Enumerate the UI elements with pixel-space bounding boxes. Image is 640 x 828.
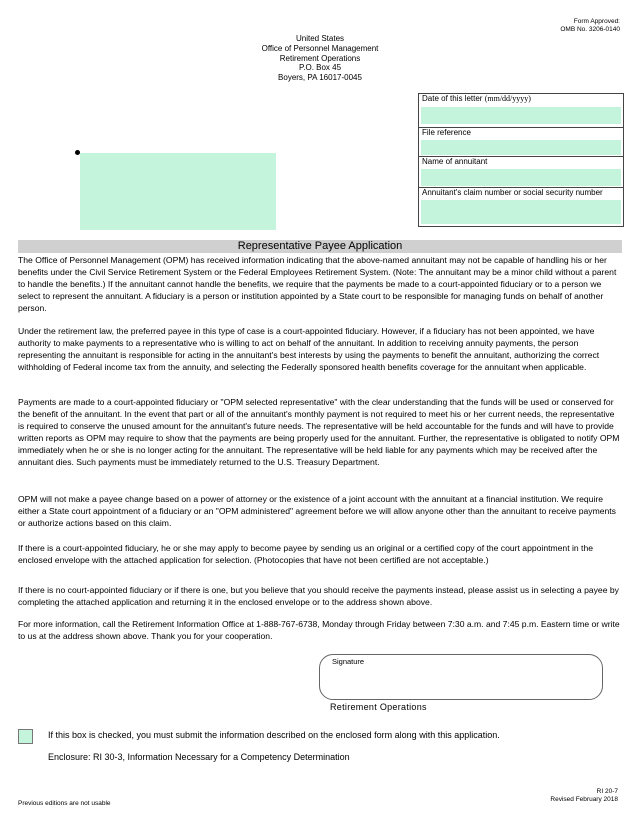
annuitant-name-label: Name of annuitant bbox=[422, 157, 488, 166]
paragraph-7: For more information, call the Retirement Information Office at 1-888-767-6738, Monday through Friday between 7:30 a.m. and 7:45 p.m. Eastern time or write to us at the address shown above. Thank you for your cooperation. bbox=[18, 619, 620, 641]
file-reference-row bbox=[419, 128, 623, 156]
enclosure-text: Enclosure: RI 30-3, Information Necessary for a Competency Determination bbox=[48, 752, 350, 762]
annuitant-name-row bbox=[419, 157, 623, 187]
omb-approval bbox=[560, 18, 620, 34]
form-number: RI 20-7 bbox=[596, 788, 618, 795]
paragraph-4: OPM will not make a payee change based on a power of attorney or the existence of a joint account with the annuitant at a financial institution. We require either a State court appointment of a fiduciary or an "OPM administered" agreement before we will allow anyone other than the annuitant to receive payments or authorize actions based on this claim. bbox=[18, 494, 616, 528]
claim-number-label: Annuitant's claim number or social security number bbox=[422, 188, 603, 197]
info-box bbox=[418, 93, 624, 227]
paragraph-3: Payments are made to a court-appointed fiduciary or "OPM selected representative" with the clear understanding that the funds will be used or conserved for the benefit of the annuitant. In the event that part or all of the annuitant's monthly payment is not required to meet his or her current needs, the representative is required to conserve the unused amount for the annuitant's future needs. The representative will be held accountable for the funds and will have to provide written reports as OPM may require to show that the payments are being properly used for the annuitant. Further, the representative is obligated to notify OPM immediately when he or she is no longer acting for the annuitant. The representative will be held liable for any payments which may be received after the annuitant dies. Such payments must be immediately returned to the U.S. Treasury Department. bbox=[18, 397, 620, 467]
opm-address bbox=[200, 34, 440, 83]
checkbox-instruction: If this box is checked, you must submit the information described on the enclosed form along with this application. bbox=[48, 730, 500, 740]
paragraph-2: Under the retirement law, the preferred payee in this type of case is a court-appointed fiduciary. However, if a fiduciary has not been appointed, we have authority to make payments to a representative who is willing to act on behalf of the annuitant. In addition to receiving annuity payments, the person representing the annuitant is responsible for acting in the annuitant's best interests by using the payments to benefit the annuitant, authorizing the correct withholding of Federal income tax from the annuity, and selecting the Federally sponsored health benefits coverage for the annuitant when applicable. bbox=[18, 326, 600, 372]
paragraph-5: If there is a court-appointed fiduciary, he or she may apply to become payee by sending us an original or a certified copy of the court appointment in the enclosed envelope with the attached application for selection. (Photocopies that have not been certified are not acceptable.) bbox=[18, 543, 594, 565]
previous-editions-note: Previous editions are not usable bbox=[18, 800, 111, 807]
page-title: Representative Payee Application bbox=[18, 240, 622, 253]
address-line: P.O. Box 45 bbox=[298, 63, 342, 73]
signature-field[interactable] bbox=[319, 654, 603, 700]
address-line: Boyers, PA 16017-0045 bbox=[278, 73, 362, 83]
annuitant-name-input[interactable] bbox=[421, 169, 621, 186]
competency-checkbox[interactable] bbox=[18, 729, 33, 744]
file-reference-label: File reference bbox=[422, 128, 471, 137]
claim-number-row bbox=[419, 188, 623, 226]
address-line: Retirement Operations bbox=[279, 53, 361, 63]
paragraph-6: If there is no court-appointed fiduciary or if there is one, but you believe that you should receive the payments instead, please assist us in selecting a payee by completing the attached application and returning it in the enclosed envelope or to the address shown above. bbox=[18, 585, 619, 607]
claim-number-input[interactable] bbox=[421, 200, 621, 224]
paragraph-1: The Office of Personnel Management (OPM) has received information indicating that the above-named annuitant may not be capable of handling his or her benefits under the Civil Service Retirement System or the Federal Employees Retirement System. (Note: The annuitant may be a minor child without a parent to handle the benefits.) If the annuitant cannot handle the benefits, we require that the payments be made to a court-appointed fiduciary or to a person we select to represent the annuitant. A fiduciary is a person or institution appointed by a State court to be responsible for managing funds on behalf of another person. bbox=[18, 255, 617, 313]
file-reference-input[interactable] bbox=[421, 140, 621, 155]
form-approved-text: Form Approved: bbox=[573, 18, 620, 25]
form-id bbox=[550, 788, 618, 804]
address-line: United States bbox=[295, 34, 345, 43]
revision-date: Revised February 2018 bbox=[550, 796, 618, 803]
date-input[interactable] bbox=[421, 107, 621, 124]
omb-number: OMB No. 3206-0140 bbox=[560, 26, 620, 33]
address-line: Office of Personnel Management bbox=[261, 43, 379, 53]
date-label: Date of this letter (mm/dd/yyyy) bbox=[422, 94, 531, 103]
signature-label: Signature bbox=[332, 657, 365, 666]
retirement-operations-label: Retirement Operations bbox=[330, 702, 427, 712]
date-row bbox=[419, 94, 623, 127]
addressee-field[interactable] bbox=[80, 153, 276, 230]
